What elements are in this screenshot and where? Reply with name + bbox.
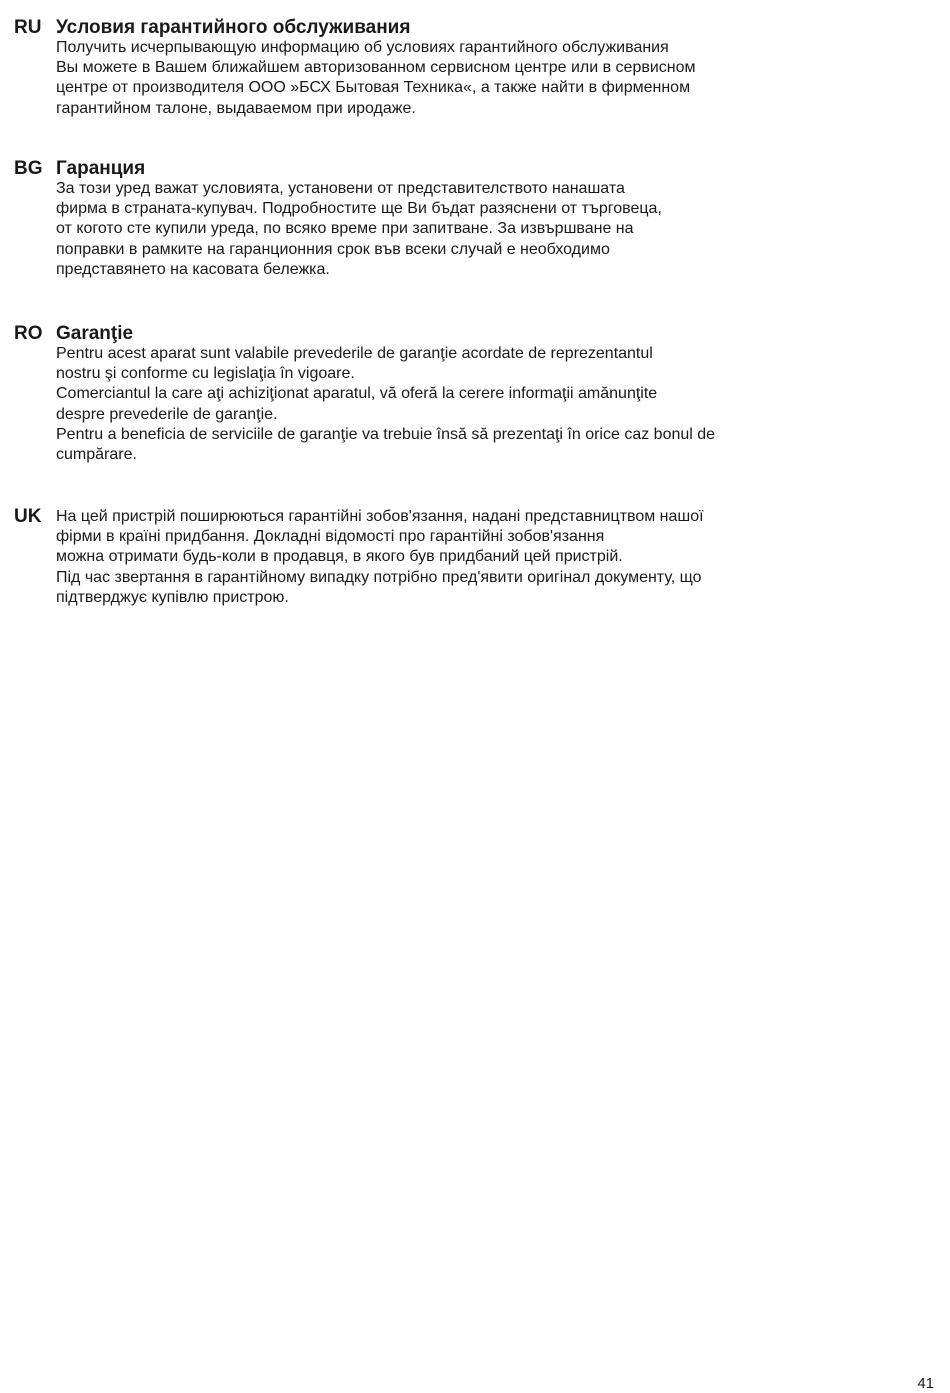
language-code: UK bbox=[14, 506, 42, 527]
body-line: Pentru acest aparat sunt valabile prevederile de garanţie acordate de reprezentantul bbox=[56, 345, 653, 362]
language-code: RO bbox=[14, 323, 43, 344]
body-line: представянето на касовата бележка. bbox=[56, 260, 330, 278]
language-code: RU bbox=[14, 17, 42, 38]
section-title: Условия гарантийного обслуживания bbox=[56, 17, 411, 38]
language-code: BG bbox=[14, 158, 43, 179]
body-line: Получить исчерпывающую информацию об условиях гарантийного обслуживания bbox=[56, 39, 669, 56]
section-content bbox=[56, 159, 856, 280]
body-line: фирма в страната-купувач. Подробностите ще Ви бъдат разяснени от търговеца, bbox=[56, 200, 662, 218]
body-line: Pentru a beneficia de serviciile de garanţie va trebuie însă să prezentaţi în orice caz bonul de bbox=[56, 425, 716, 443]
section-content bbox=[56, 507, 856, 608]
body-line: поправки в рамките на гаранционния срок във всеки случай е необходимо bbox=[56, 240, 610, 258]
section-title: Гаранция bbox=[56, 158, 146, 179]
section-content bbox=[56, 324, 856, 465]
body-line: фірми в країні придбання. Докладні відомості про гарантійні зобов'язання bbox=[56, 528, 605, 546]
section-body bbox=[56, 38, 856, 119]
section-content bbox=[56, 18, 856, 119]
body-line: За този уред важат условията, установени от представителството нанашата bbox=[56, 180, 625, 197]
body-line: cumpărare. bbox=[56, 446, 137, 464]
body-line: центре от производителя ООО »БСХ Бытовая Техника«, а также найти в фирменном bbox=[56, 79, 691, 97]
body-line: Comerciantul la care aţi achiziţionat aparatul, vă oferă la cerere informaţii amănunţite bbox=[56, 385, 658, 403]
section-body bbox=[56, 507, 856, 608]
body-line: nostru şi conforme cu legislaţia în vigoare. bbox=[56, 365, 355, 383]
body-line: Під час звертання в гарантійному випадку потрібно пред'явити оригінал документу, що bbox=[56, 568, 702, 586]
section-body bbox=[56, 344, 856, 465]
section-body bbox=[56, 179, 856, 280]
page-number: 41 bbox=[917, 1375, 934, 1392]
section-title: Garanţie bbox=[56, 323, 134, 344]
body-line: от когото сте купили уреда, по всяко време при запитване. За извършване на bbox=[56, 220, 634, 238]
body-line: можна отримати будь-коли в продавця, в якого був придбаний цей пристрій. bbox=[56, 548, 623, 566]
body-line: гарантийном талоне, выдаваемом при иродаже. bbox=[56, 99, 416, 117]
body-line: despre prevederile de garanţie. bbox=[56, 405, 278, 423]
body-line: На цей пристрій поширюються гарантійні зобов'язання, надані представництвом нашої bbox=[56, 508, 704, 525]
body-line: Вы можете в Вашем ближайшем авторизованном сервисном центре или в сервисном bbox=[56, 59, 696, 77]
body-line: підтверджує купівлю пристрою. bbox=[56, 588, 289, 606]
